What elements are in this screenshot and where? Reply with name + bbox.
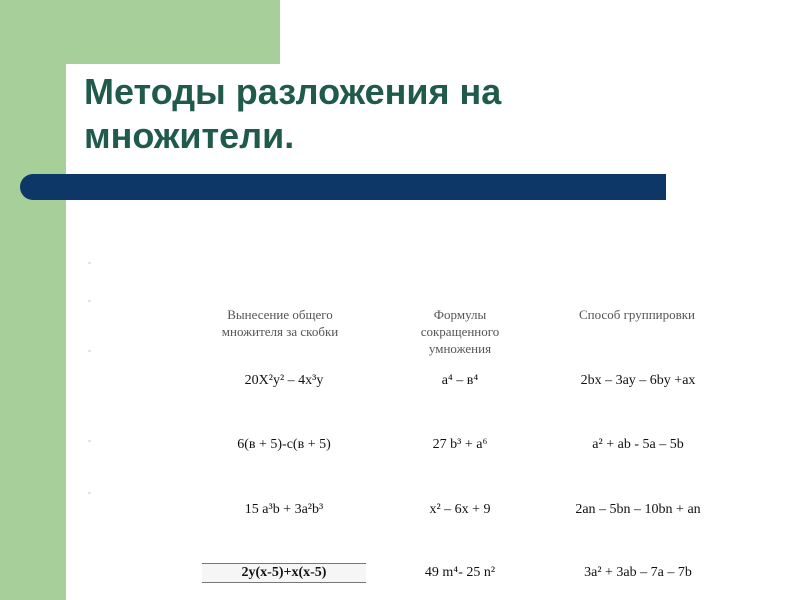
- table-cell: 6(в + 5)-c(в + 5): [237, 437, 331, 452]
- table-cell: a⁴ – в⁴: [441, 373, 479, 388]
- margin-mark: [88, 300, 91, 302]
- table-cell: 2bx – 3ay – 6by +ax: [580, 373, 696, 388]
- margin-mark: [88, 262, 91, 264]
- column-header-grouping: Способ группировки: [578, 307, 696, 322]
- table-cell: 2an – 5bn – 10bn + an: [575, 502, 701, 517]
- table-cell-highlighted: 2y(x-5)+x(x-5): [202, 563, 366, 583]
- margin-mark: [88, 492, 91, 494]
- green-side-panel: [0, 0, 66, 600]
- table-cell: 3a² + 3ab – 7a – 7b: [584, 565, 692, 580]
- column-header-abridged-formulas: Формулы сокращенного умножения: [420, 307, 500, 356]
- slide-title: Методы разложения на множители.: [84, 71, 502, 156]
- table-cell: a² + ab - 5a – 5b: [592, 437, 684, 452]
- table-cell: 15 a³b + 3a²b³: [244, 502, 324, 517]
- title-divider-bar: [20, 174, 666, 200]
- margin-mark: [88, 350, 91, 352]
- table-cell: x² – 6x + 9: [429, 502, 491, 517]
- table-cell: 49 m⁴- 25 n²: [424, 565, 496, 580]
- margin-mark: [88, 440, 91, 442]
- table-cell: 20X²y² – 4x³y: [244, 373, 324, 388]
- column-header-common-factor: Вынесение общего множителя за скобки: [221, 307, 339, 339]
- green-top-panel: [66, 0, 280, 64]
- table-cell: 27 b³ + a⁶: [432, 437, 488, 452]
